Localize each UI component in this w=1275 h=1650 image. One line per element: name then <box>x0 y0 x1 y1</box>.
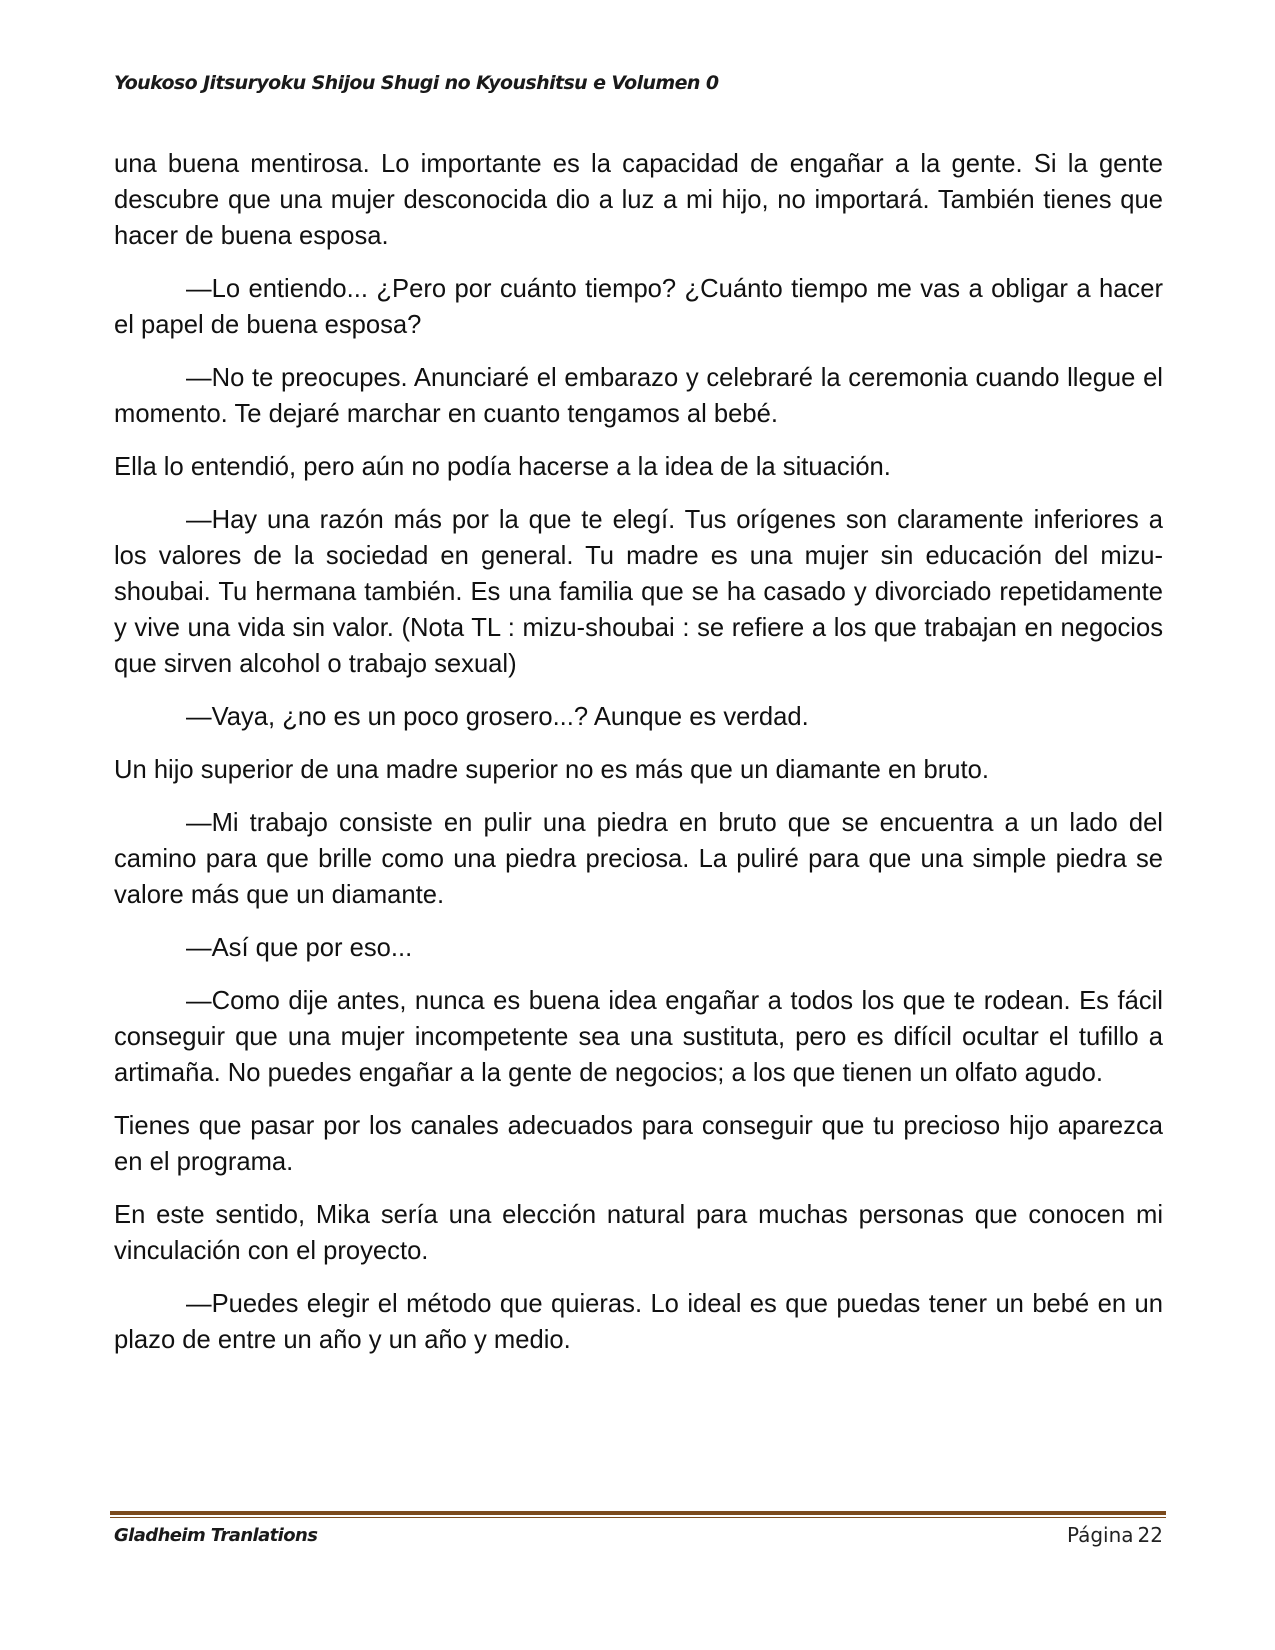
paragraph: —Mi trabajo consiste en pulir una piedra en bruto que se encuentra a un lado del camino para que brille como una piedra preciosa. La puliré para que una simple piedra se valore más que un diamante. <box>114 809 1163 909</box>
paragraph: En este sentido, Mika sería una elección natural para muchas personas que conocen mi vinculación con el proyecto. <box>114 1201 1163 1265</box>
footer-page-info <box>1067 1523 1163 1547</box>
paragraph: Ella lo entendió, pero aún no podía hacerse a la idea de la situación. <box>114 453 891 481</box>
footer-publisher: Gladheim Tranlations <box>114 1525 318 1546</box>
footer-divider-thin <box>110 1517 1166 1518</box>
footer-divider <box>110 1511 1166 1518</box>
paragraph: —No te preocupes. Anunciaré el embarazo y celebraré la ceremonia cuando llegue el momento. Te dejaré marchar en cuanto tengamos al bebé. <box>114 364 1163 428</box>
running-header-title: Youkoso Jitsuryoku Shijou Shugi no Kyoushitsu e Volumen 0 <box>114 72 719 94</box>
page-label: Página <box>1066 1523 1134 1547</box>
paragraph: —Hay una razón más por la que te elegí. Tus orígenes son claramente inferiores a los valores de la sociedad en general. Tu madre es una mujer sin educación del mizu-shoubai. Tu hermana también. Es una familia que se ha casado y divorciado repetidamente y vive una vida sin valor. (Nota TL : mizu-shoubai : se refiere a los que trabajan en negocios que sirven alcohol o trabajo sexual) <box>114 506 1163 678</box>
paragraph: Tienes que pasar por los canales adecuados para conseguir que tu precioso hijo aparezca en el programa. <box>114 1112 1163 1176</box>
paragraph: —Puedes elegir el método que quieras. Lo ideal es que puedas tener un bebé en un plazo de entre un año y un año y medio. <box>114 1290 1163 1354</box>
paragraph: —Lo entiendo... ¿Pero por cuánto tiempo? ¿Cuánto tiempo me vas a obligar a hacer el papel de buena esposa? <box>114 275 1163 339</box>
paragraph: —Así que por eso... <box>186 934 413 962</box>
paragraph: —Vaya, ¿no es un poco grosero...? Aunque es verdad. <box>186 703 809 731</box>
paragraph: Un hijo superior de una madre superior no es más que un diamante en bruto. <box>114 756 989 784</box>
paragraph: una buena mentirosa. Lo importante es la capacidad de engañar a la gente. Si la gente descubre que una mujer desconocida dio a luz a mi hijo, no importará. También tienes que hacer de buena esposa. <box>114 150 1163 250</box>
paragraph: —Como dije antes, nunca es buena idea engañar a todos los que te rodean. Es fácil conseguir que una mujer incompetente sea una sustituta, pero es difícil ocultar el tufillo a artimaña. No puedes engañar a la gente de negocios; a los que tienen un olfato agudo. <box>114 987 1163 1087</box>
body-text <box>114 146 1163 1375</box>
page-number: 22 <box>1137 1523 1163 1547</box>
